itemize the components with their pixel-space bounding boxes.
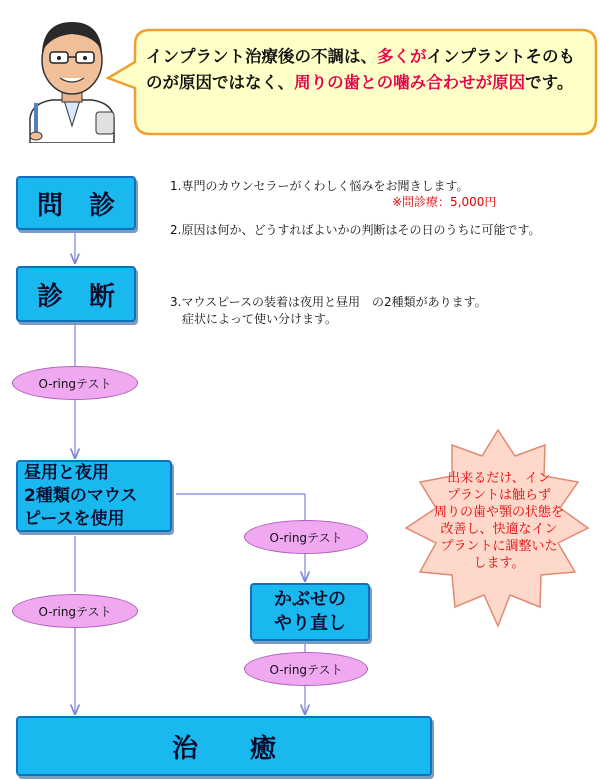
note-1-fee: ※問診療：5,000円	[392, 195, 497, 209]
oring-test-label: O-ringテスト	[269, 662, 343, 677]
day-night-line-2: 2種類のマウス	[24, 485, 138, 506]
star-line: プラントは触らず	[446, 488, 551, 503]
oring-test-oval-4	[244, 652, 368, 686]
star-line: 出来るだけ、イン	[447, 471, 551, 486]
oring-test-label: O-ringテスト	[38, 604, 112, 619]
doctor-illustration	[22, 8, 122, 143]
oring-test-label: O-ringテスト	[38, 376, 112, 391]
oring-test-oval-3	[12, 594, 138, 628]
monshin-box	[16, 176, 136, 230]
day-night-mouthpiece-box	[16, 460, 172, 532]
note-3b: 症状によって使い分けます。	[182, 312, 338, 326]
day-night-line-1: 昼用と夜用	[24, 462, 109, 483]
speech-highlight: 周りの歯との噛み合わせが原因	[294, 73, 526, 92]
note-1: 1.専門のカウンセラーがくわしく悩みをお聞きします。	[170, 179, 469, 193]
star-line: プラントに調整いた	[440, 539, 558, 554]
note-2: 2.原因は何か、どうすればよいかの判断はその日のうちに可能です。	[170, 223, 541, 237]
chiyu-box	[16, 716, 432, 776]
oring-test-label: O-ringテスト	[269, 530, 343, 545]
kabuse-line-2: やり直し	[274, 613, 346, 634]
shindan-box	[16, 266, 136, 322]
star-line: 周りの歯や顎の状態を	[433, 505, 564, 520]
star-line: します。	[473, 556, 525, 571]
note-3a: 3.マウスピースの装着は夜用と昼用 の2種類があります。	[170, 295, 487, 309]
monshin-label: 問 診	[36, 190, 115, 221]
kabuse-line-1: かぶせの	[274, 589, 346, 610]
chiyu-label: 治 癒	[171, 733, 276, 764]
oring-test-oval-1	[12, 366, 138, 400]
shindan-label: 診 断	[36, 281, 115, 312]
speech-text	[146, 44, 586, 96]
day-night-line-3: ピースを使用	[24, 508, 125, 529]
star-line: 改善し、快適なイン	[440, 522, 558, 537]
speech-segment: インプラント治療後の不調は、	[146, 47, 377, 66]
speech-segment: インプラントそのものが原因ではなく、	[146, 47, 575, 92]
kabuse-box	[250, 583, 370, 641]
starburst-text	[414, 470, 584, 572]
speech-highlight: 多くが	[377, 47, 427, 66]
oring-test-oval-2	[244, 520, 368, 554]
speech-segment: です。	[525, 73, 574, 92]
